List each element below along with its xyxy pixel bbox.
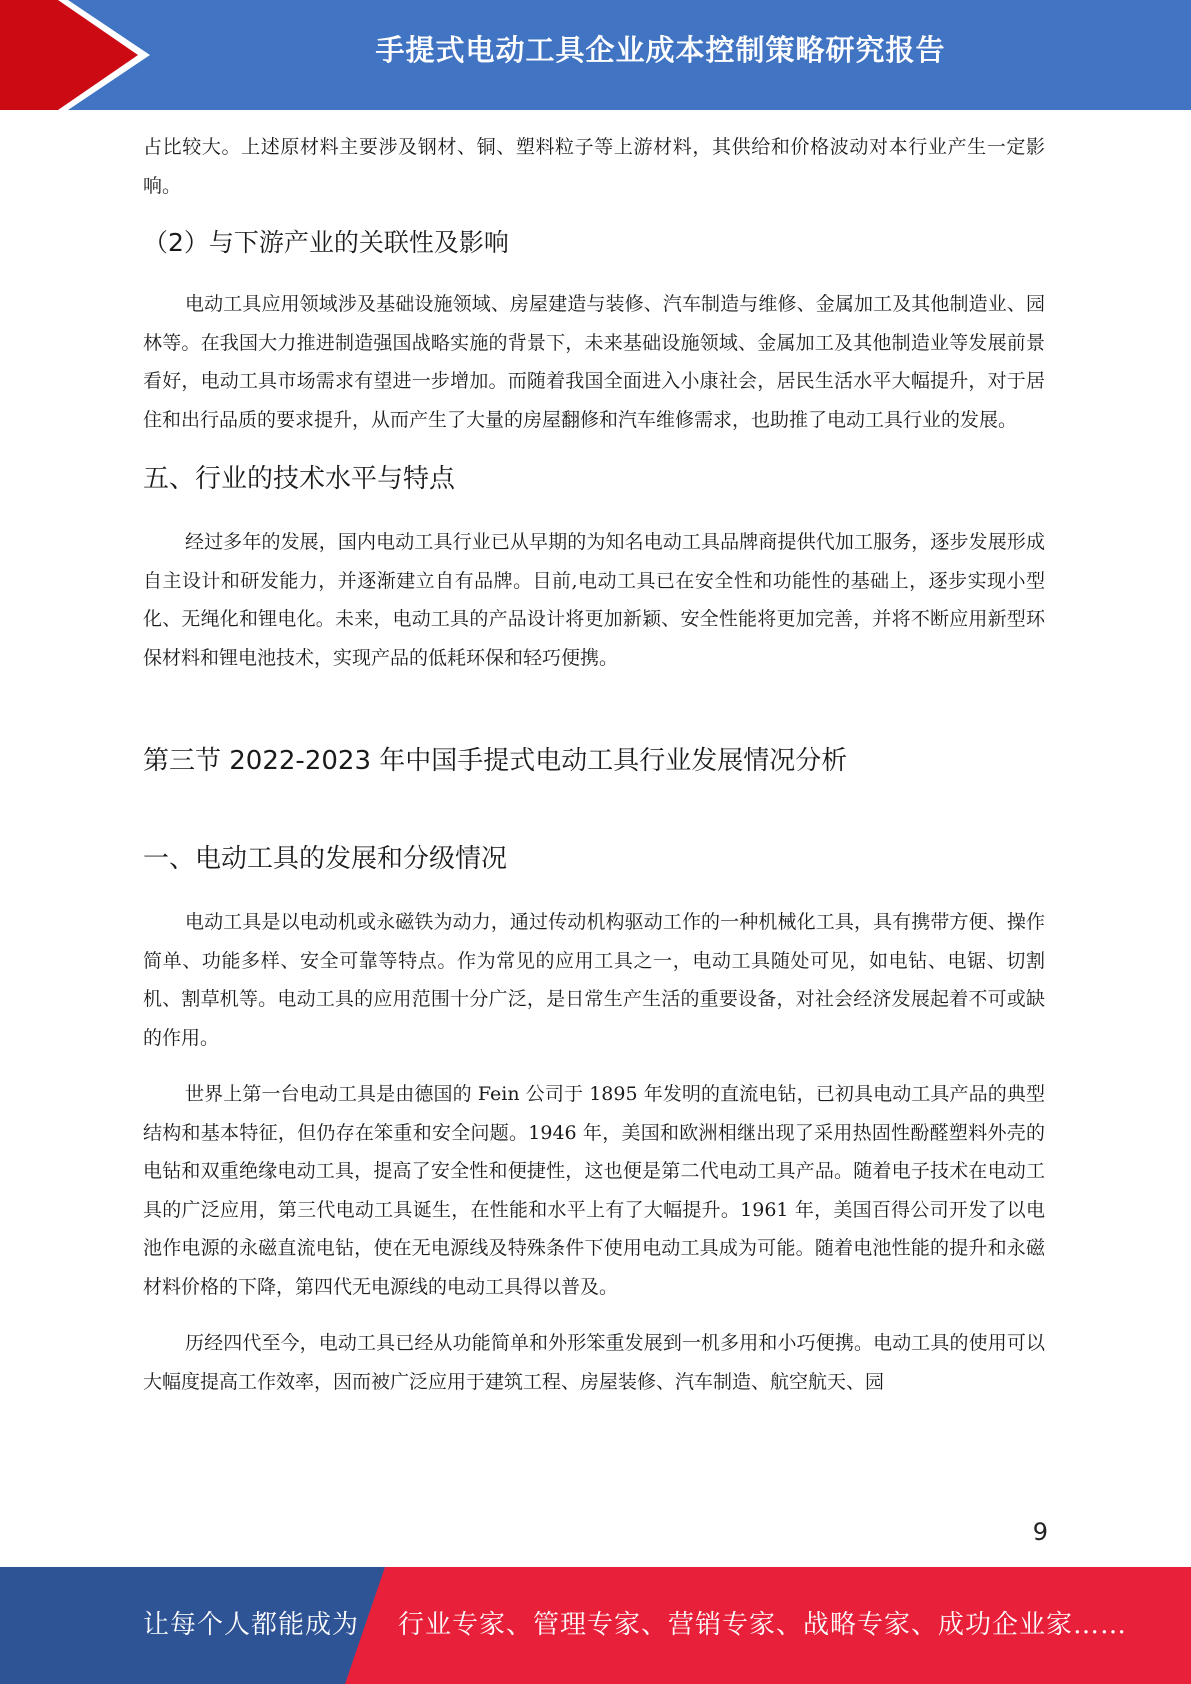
paragraph-downstream: 电动工具应用领域涉及基础设施领域、房屋建造与装修、汽车制造与维修、金属加工及其他制造业、园林等。在我国大力推进制造强国战略实施的背景下，未来基础设施领域、金属加工及其他制造业等发展前景看好，电动工具市场需求有望进一步增加。而随着我国全面进入小康社会，居民生活水平大幅提升，对于居住和出行品质的要求提升，从而产生了大量的房屋翻修和汽车维修需求，也助推了电动工具行业的发展。: [143, 293, 1045, 431]
page-footer: [0, 1567, 1191, 1684]
page-number: 9: [1032, 1518, 1048, 1546]
chapter-heading: 第三节 2022-2023 年中国手提式电动工具行业发展情况分析: [143, 746, 848, 776]
footer-slogan-left: 让每个人都能成为: [143, 1610, 360, 1640]
page-header: [0, 0, 1191, 110]
paragraph-four-generations: 历经四代至今，电动工具已经从功能简单和外形笨重发展到一机多用和小巧便携。电动工具的使用可以大幅度提高工作效率，因而被广泛应用于建筑工程、房屋装修、汽车制造、航空航天、园: [143, 1332, 1045, 1393]
heading-tech-level: 五、行业的技术水平与特点: [143, 464, 456, 494]
paragraph-tech-level: 经过多年的发展，国内电动工具行业已从早期的为知名电动工具品牌商提供代加工服务，逐步发展形成自主设计和研发能力，并逐渐建立自有品牌。目前,电动工具已在安全性和功能性的基础上，逐步实现小型化、无绳化和锂电化。未来，电动工具的产品设计将更加新颖、安全性能将更加完善，并将不断应用新型环保材料和锂电池技术，实现产品的低耗环保和轻巧便携。: [143, 531, 1045, 669]
subheading-downstream-relation: （2）与下游产业的关联性及影响: [143, 228, 509, 257]
paragraph-continuation: 占比较大。上述原材料主要涉及钢材、铜、塑料粒子等上游材料，其供给和价格波动对本行业产生一定影响。: [143, 136, 1045, 197]
paragraph-definition: 电动工具是以电动机或永磁铁为动力，通过传动机构驱动工作的一种机械化工具，具有携带方便、操作简单、功能多样、安全可靠等特点。作为常见的应用工具之一，电动工具随处可见，如电钻、电锯、切割机、割草机等。电动工具的应用范围十分广泛，是日常生产生活的重要设备，对社会经济发展起着不可或缺的作用。: [143, 911, 1045, 1049]
footer-slogan-right: 行业专家、管理专家、营销专家、战略专家、成功企业家……: [398, 1610, 1128, 1640]
heading-development-grading: 一、电动工具的发展和分级情况: [143, 844, 508, 874]
report-title: 手提式电动工具企业成本控制策略研究报告: [375, 33, 946, 67]
document-body: [143, 128, 1045, 1419]
paragraph-history: 世界上第一台电动工具是由德国的 Fein 公司于 1895 年发明的直流电钻，已初具电动工具产品的典型结构和基本特征，但仍存在笨重和安全问题。1946 年，美国和欧洲相继出现了采用热固性酚醛塑料外壳的电钻和双重绝缘电动工具，提高了安全性和便捷性，这也便是第二代电动工具产品。随着电子技术在电动工具的广泛应用，第三代电动工具诞生，在性能和水平上有了大幅提升。1961 年，美国百得公司开发了以电池作电源的永磁直流电钻，使在无电源线及特殊条件下使用电动工具成为可能。随着电池性能的提升和永磁材料价格的下降，第四代无电源线的电动工具得以普及。: [143, 1083, 1045, 1298]
